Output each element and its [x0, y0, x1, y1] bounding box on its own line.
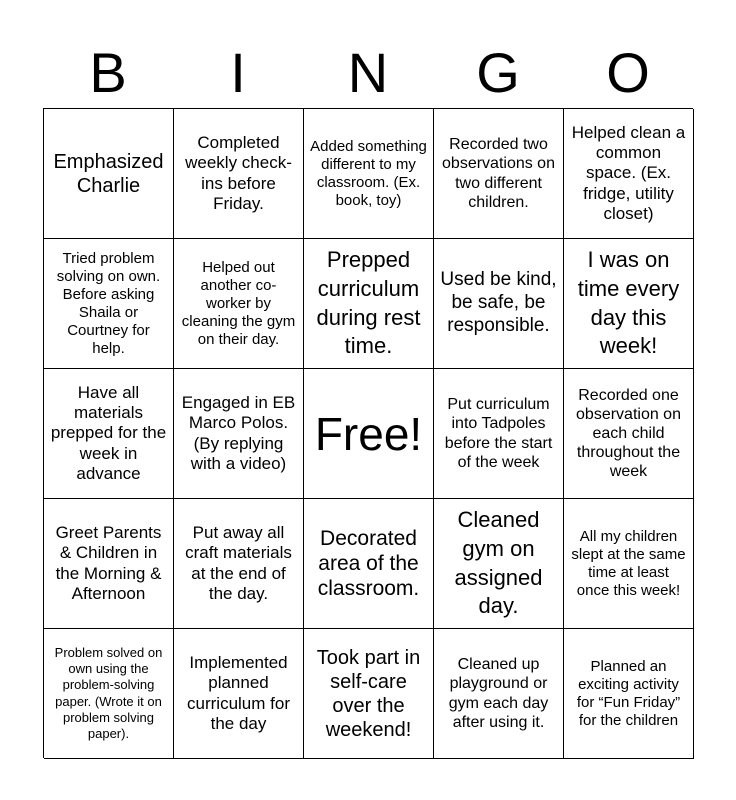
- header-letter-o: O: [606, 41, 650, 104]
- header-letter-g: G: [476, 41, 520, 104]
- bingo-cell-r1c1: Emphasized Charlie: [44, 109, 174, 239]
- bingo-cell-r1c5: Helped clean a common space. (Ex. fridge, utility closet): [564, 109, 694, 239]
- bingo-cell-r2c4: Used be kind, be safe, be responsible.: [434, 239, 564, 369]
- bingo-cell-r5c4: Cleaned up playground or gym each day after using it.: [434, 629, 564, 759]
- bingo-cell-r5c2: Implemented planned curriculum for the day: [174, 629, 304, 759]
- header-letter-i: I: [230, 41, 246, 104]
- bingo-cell-r4c2: Put away all craft materials at the end of the day.: [174, 499, 304, 629]
- bingo-cell-r2c5: I was on time every day this week!: [564, 239, 694, 369]
- bingo-cell-r2c1: Tried problem solving on own. Before asking Shaila or Courtney for help.: [44, 239, 174, 369]
- bingo-cell-r5c3: Took part in self-care over the weekend!: [304, 629, 434, 759]
- bingo-cell-r4c5: All my children slept at the same time at least once this week!: [564, 499, 694, 629]
- bingo-cell-r5c1: Problem solved on own using the problem-solving paper. (Wrote it on problem solving paper).: [44, 629, 174, 759]
- bingo-cell-r4c3: Decorated area of the classroom.: [304, 499, 434, 629]
- bingo-cell-r4c1: Greet Parents & Children in the Morning & Afternoon: [44, 499, 174, 629]
- bingo-cell-r1c2: Completed weekly check-ins before Friday.: [174, 109, 304, 239]
- bingo-cell-r3c4: Put curriculum into Tadpoles before the start of the week: [434, 369, 564, 499]
- bingo-cell-r4c4: Cleaned gym on assigned day.: [434, 499, 564, 629]
- bingo-cell-r3c2: Engaged in EB Marco Polos. (By replying with a video): [174, 369, 304, 499]
- header-letter-b: B: [89, 41, 127, 104]
- bingo-cell-r1c3: Added something different to my classroom. (Ex. book, toy): [304, 109, 434, 239]
- bingo-cell-r3c5: Recorded one observation on each child throughout the week: [564, 369, 694, 499]
- bingo-cell-r3c1: Have all materials prepped for the week in advance: [44, 369, 174, 499]
- bingo-cell-r5c5: Planned an exciting activity for “Fun Friday” for the children: [564, 629, 694, 759]
- bingo-cell-r1c4: Recorded two observations on two different children.: [434, 109, 564, 239]
- bingo-cell-r2c3: Prepped curriculum during rest time.: [304, 239, 434, 369]
- bingo-header: [43, 38, 693, 108]
- bingo-cell-r2c2: Helped out another co-worker by cleaning the gym on their day.: [174, 239, 304, 369]
- header-letter-n: N: [347, 41, 389, 104]
- bingo-cell-free: Free!: [304, 369, 434, 499]
- bingo-grid: [43, 108, 693, 758]
